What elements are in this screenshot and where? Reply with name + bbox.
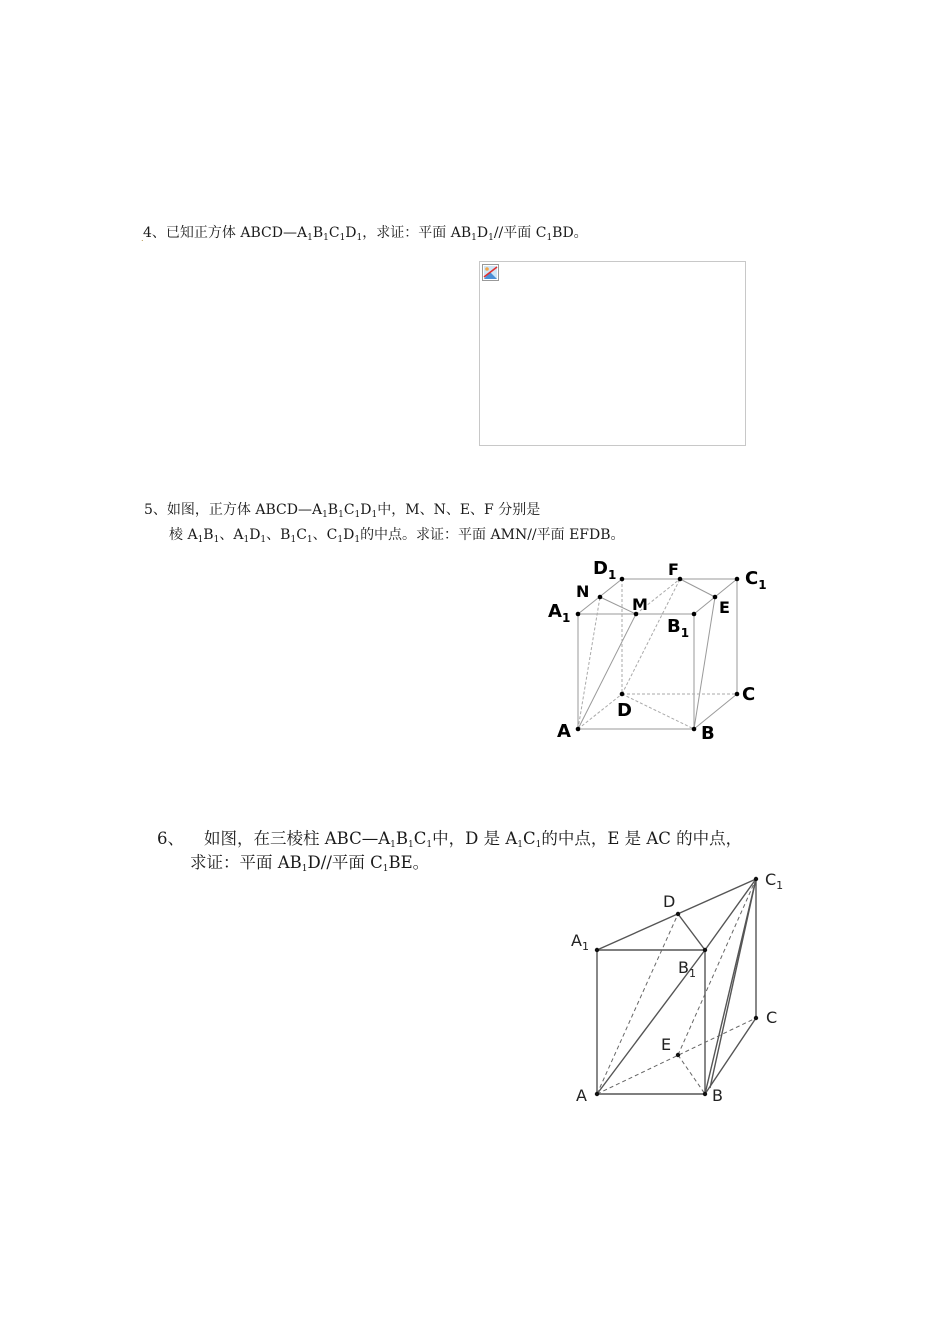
missing-image-frame (479, 261, 746, 446)
problem-number: 6、 (157, 829, 184, 848)
subscript: 1 (338, 510, 344, 520)
subscript: 1 (213, 535, 220, 545)
edge-bc (705, 1018, 756, 1094)
problem-4-statement (143, 224, 588, 242)
text-fragment: ，求证：平面 AB (362, 225, 472, 241)
label-c1: $C_1$ (765, 870, 784, 892)
segment-an (578, 597, 600, 729)
text-fragment: 、A (219, 527, 244, 543)
text-fragment: BD。 (552, 225, 588, 241)
point-b (692, 727, 697, 732)
text-fragment: 求证：平面 AB (190, 853, 302, 872)
label-a1: $A_1$ (548, 601, 571, 625)
subscript: 1 (535, 840, 542, 850)
text-fragment: 的中点。求证：平面 AMN//平面 EFDB。 (360, 527, 625, 543)
segment-db1 (678, 914, 705, 950)
segment-ad (597, 914, 678, 1094)
text-fragment: 、C (312, 527, 338, 543)
subscript: 1 (322, 510, 328, 520)
text-fragment: C (343, 502, 355, 518)
text-fragment: C (413, 829, 427, 848)
point-a1 (576, 612, 581, 617)
text-fragment: 、B (266, 527, 291, 543)
subscript: 1 (243, 535, 250, 545)
label-b1: $B_1$ (667, 616, 690, 640)
label-b: B (701, 723, 715, 744)
label-e: E (661, 1035, 672, 1054)
revision-mark: . (141, 234, 144, 243)
text-fragment: D (345, 225, 357, 241)
text-fragment: 如图，在三棱柱 ABC—A (204, 829, 391, 848)
prism-figure (560, 866, 790, 1112)
label-c: C (766, 1008, 778, 1027)
text-fragment: C (328, 225, 340, 241)
point-e (713, 595, 718, 600)
point-b (703, 1092, 707, 1096)
cube-edges (578, 579, 737, 729)
point-d (620, 692, 625, 697)
point-e (676, 1053, 680, 1057)
point-a (595, 1092, 599, 1096)
edge-ad (578, 694, 622, 729)
point-c (735, 692, 740, 697)
text-fragment: B (203, 527, 214, 543)
text-fragment: 的中点，E 是 AC 的中点， (541, 829, 743, 848)
point-c1 (735, 577, 740, 582)
label-b1: $B_1$ (678, 958, 696, 980)
point-c (754, 1016, 758, 1020)
subscript: 1 (426, 840, 433, 850)
subscript: 1 (337, 535, 344, 545)
hidden-edges (578, 579, 737, 729)
problem-6-line-2 (190, 853, 429, 873)
text-fragment: BE。 (388, 853, 430, 872)
subscript: 1 (408, 840, 414, 850)
text-fragment: D (360, 502, 372, 518)
segment-eb (694, 597, 715, 729)
subscript: 1 (488, 233, 494, 243)
subscript: 1 (354, 510, 361, 520)
subscript: 1 (371, 510, 378, 520)
segment-ef (680, 579, 715, 597)
label-a: A (557, 721, 571, 742)
text-fragment: D (476, 225, 489, 241)
text-fragment: C (522, 829, 536, 848)
subscript: 1 (197, 535, 204, 545)
text-fragment: //平面 C (493, 225, 547, 241)
cube-figure (540, 552, 790, 752)
label-n: N (576, 582, 590, 601)
subscript: 1 (307, 233, 313, 243)
label-b: B (712, 1086, 723, 1105)
label-d1: $D_1$ (593, 558, 617, 582)
subscript: 1 (356, 233, 363, 243)
subscript: 1 (382, 864, 389, 874)
label-c: C (742, 684, 756, 705)
point-a (576, 727, 581, 732)
subscript: 1 (260, 535, 267, 545)
subscript: 1 (301, 864, 308, 874)
subscript: 1 (323, 233, 329, 243)
problem-5-line-1 (144, 501, 540, 519)
text-fragment: 5、如图，正方体 ABCD—A (144, 502, 323, 518)
label-d: D (617, 700, 632, 721)
text-fragment: B (312, 225, 324, 241)
subscript: 1 (290, 535, 297, 545)
text-fragment: B (327, 502, 339, 518)
text-fragment: D (343, 527, 355, 543)
segment-mn (600, 597, 636, 614)
text-fragment: 棱 A (169, 527, 198, 543)
label-e: E (719, 598, 730, 617)
point-d1 (620, 577, 625, 582)
label-a1: $A_1$ (571, 931, 589, 953)
label-f: F (668, 560, 679, 579)
label-a: A (576, 1086, 587, 1105)
text-fragment: 已知正方体 ABCD—A (165, 225, 308, 241)
label-m: M (632, 595, 648, 614)
segment-eb (678, 1055, 705, 1094)
point-c1 (754, 877, 758, 881)
broken-image-icon (482, 264, 499, 281)
text-fragment: D//平面 C (307, 853, 383, 872)
point-a1 (595, 948, 599, 952)
subscript: 1 (517, 840, 523, 850)
problem-5-line-2 (169, 526, 625, 544)
text-fragment: 中，D 是 A (432, 829, 518, 848)
text-fragment: B (395, 829, 409, 848)
subscript: 1 (471, 233, 477, 243)
subscript: 1 (546, 233, 553, 243)
segment-db (622, 694, 694, 729)
label-d: D (663, 892, 676, 911)
point-b1 (692, 612, 697, 617)
prism-edges (597, 879, 756, 1094)
subscript: 1 (390, 840, 396, 850)
point-d (676, 912, 680, 916)
point-n (598, 595, 603, 600)
problem-6-line-1 (157, 829, 742, 849)
point-b1 (703, 948, 707, 952)
text-fragment: C (296, 527, 307, 543)
problem-number: 4、 (143, 225, 166, 241)
subscript: 1 (354, 535, 361, 545)
text-fragment: 中，M、N、E、F 分别是 (377, 502, 541, 518)
text-fragment: D (249, 527, 261, 543)
subscript: 1 (306, 535, 313, 545)
subscript: 1 (339, 233, 346, 243)
label-c1: $C_1$ (745, 568, 767, 592)
